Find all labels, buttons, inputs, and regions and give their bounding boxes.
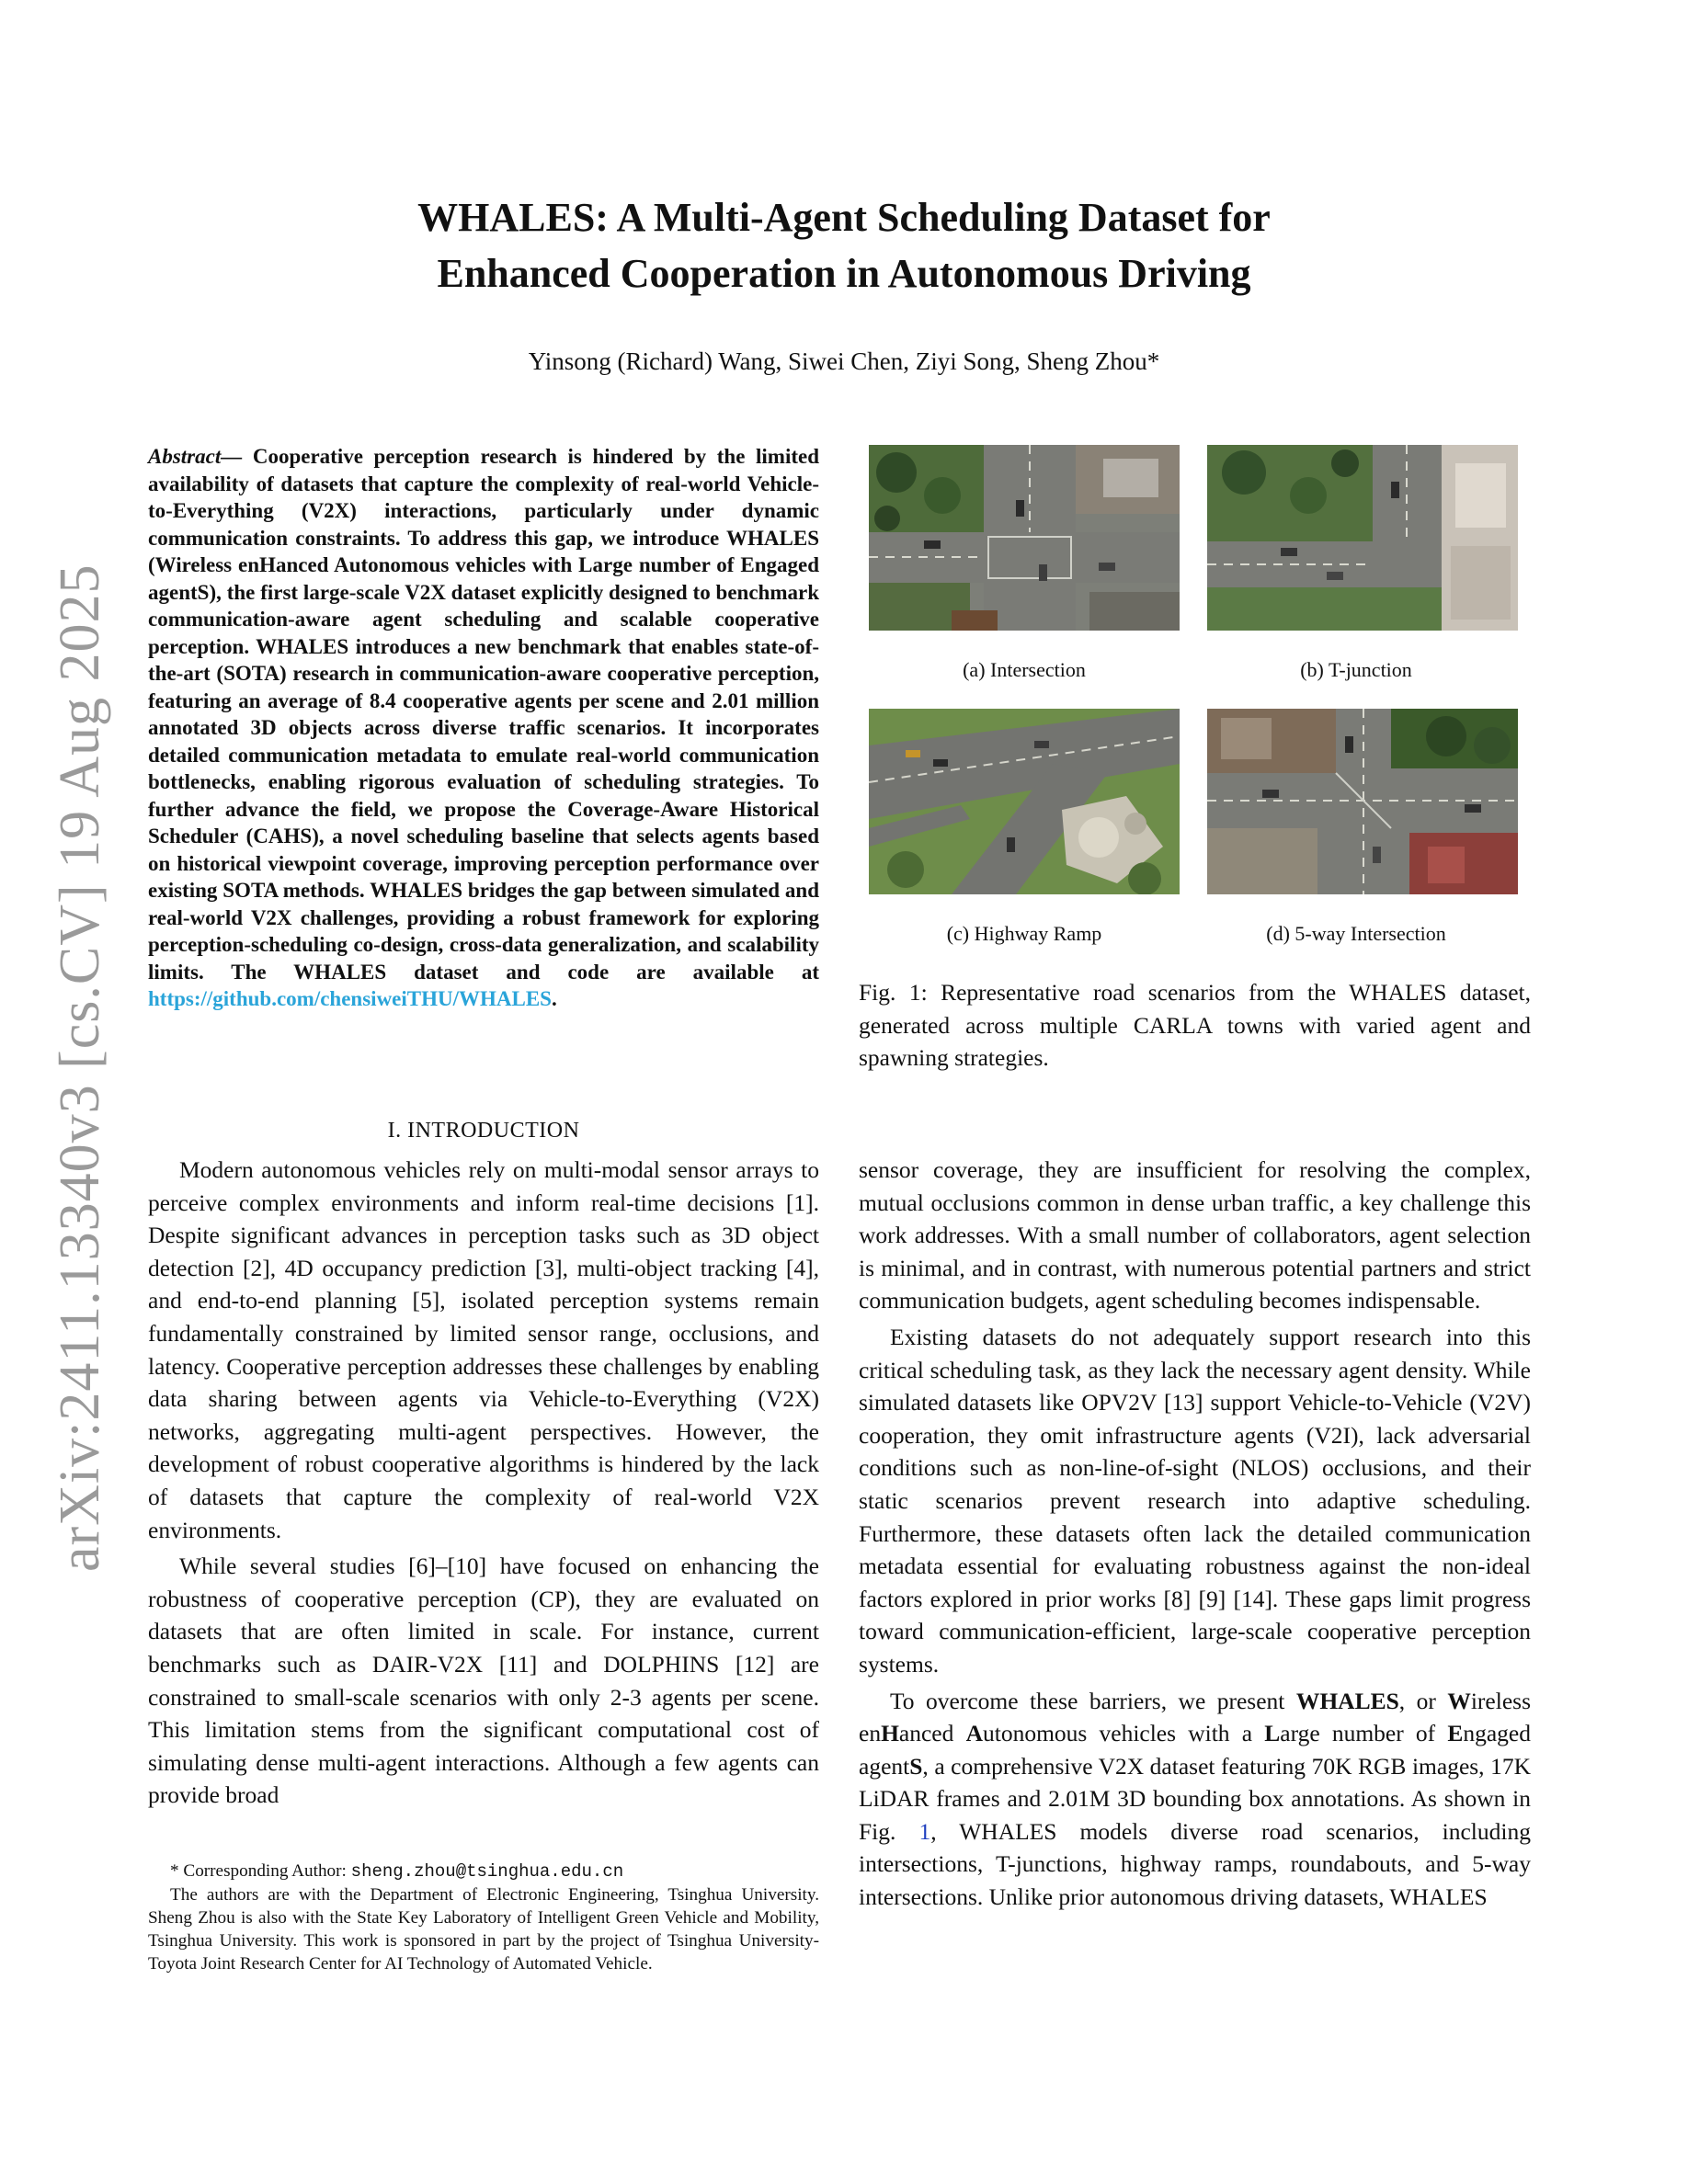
- p5-text: utonomous vehicles with a: [982, 1720, 1265, 1747]
- github-link[interactable]: https://github.com/chensiweiTHU/WHALES: [148, 987, 552, 1010]
- subcaption-b: (b) T-junction: [1300, 658, 1412, 681]
- corresponding-author: [148, 1860, 819, 1883]
- p5-bold: W: [1447, 1687, 1471, 1714]
- section-heading: I. INTRODUCTION: [387, 1119, 580, 1143]
- footnote: [148, 1860, 819, 1975]
- introduction-left-column: [148, 1154, 819, 1815]
- abstract-end: .: [551, 987, 557, 1010]
- intro-paragraph-2: While several studies [6]–[10] have focused on enhancing the robustness of cooperative perception (CP), they are evaluated on datasets that are often limited in scale. For instance, current benchmarks such as DAIR-V2X [11] and DOLPHINS [12] are constrained to small-scale scenarios with only 2-3 agents per scene. This limitation stems from the significant computational cost of simulating dense multi-agent interactions. Although a few agents can provide broad: [148, 1553, 819, 1809]
- introduction-right-column: [859, 1154, 1531, 1917]
- subcaption-d: (d) 5-way Intersection: [1266, 922, 1446, 945]
- author-list: Yinsong (Richard) Wang, Siwei Chen, Ziyi Song, Sheng Zhou*: [528, 347, 1160, 375]
- arxiv-identifier: arXiv:2411.13340v3 [cs.CV] 19 Aug 2025: [49, 563, 111, 1572]
- abstract: [148, 443, 819, 1013]
- intro-paragraph-4: Existing datasets do not adequately support research into this critical scheduling task, as they lack the necessary agent density. While simulated datasets like OPV2V [13] support Vehicle-to-Vehicle (V2V) cooperation, they omit infrastructure agents (V2I), lack adversarial conditions such as non-line-of-sight (NLOS) occlusions, and their static scenarios prevent research into adaptive scheduling. Furthermore, these datasets often lack the detailed communication metadata essential for evaluating robustness against the non-ideal factors explored in prior works [8] [9] [14]. These gaps limit progress toward communication-efficient, large-scale cooperative perception systems.: [859, 1323, 1531, 1678]
- p5-text: arge number of: [1280, 1720, 1448, 1747]
- intro-paragraph-5: [859, 1685, 1531, 1914]
- intro-paragraph-1: Modern autonomous vehicles rely on multi-modal sensor arrays to perceive complex environments and inform real-time decisions [1]. Despite significant advances in perception tasks such as 3D object detection [2], 4D occupancy prediction [3], multi-object tracking [4], and end-to-end planning [5], isolated perception systems remain fundamentally constrained by limited sensor range, occlusions, and latency. Cooperative perception addresses these challenges by enabling data sharing between agents via Vehicle-to-Everything (V2X) networks, aggregating multi-agent perspectives. However, the development of robust cooperative algorithms is hindered by the lack of datasets that capture the complexity of real-world V2X environments.: [148, 1156, 819, 1543]
- subcaption-a: (a) Intersection: [963, 658, 1086, 681]
- subfigure-highway-ramp-image: [869, 709, 1180, 894]
- subfigure-5-way-intersection-image: [1207, 709, 1518, 894]
- p5-text: , WHALES models diverse road scenarios, including intersections, T-junctions, highway ramps, roundabouts, and 5-way intersections. Unlike prior autonomous driving datasets, WHALES: [859, 1817, 1531, 1911]
- intro-paragraph-3: sensor coverage, they are insufficient for resolving the complex, mutual occlusions common in dense urban traffic, a key challenge this work addresses. With a small number of collaborators, agent selection is minimal, and in contrast, with numerous potential partners and strict communication budgets, agent scheduling becomes indispensable.: [859, 1156, 1531, 1314]
- corresponding-label: * Corresponding Author:: [170, 1861, 351, 1881]
- p5-bold: E: [1447, 1720, 1464, 1747]
- corresponding-email[interactable]: sheng.zhou@tsinghua.edu.cn: [350, 1861, 624, 1882]
- affiliation-note: The authors are with the Department of Electronic Engineering, Tsinghua University. Sheng Zhou is also with the State Key Laboratory of Intelligent Green Vehicle and Mobility, Tsinghua University. This work is sponsored in part by the project of Tsinghua University-Toyota Joint Research Center for AI Technology of Automated Vehicle.: [148, 1885, 819, 1974]
- p5-text: To overcome these barriers, we present: [890, 1687, 1296, 1714]
- p5-text: , a comprehensive V2X dataset featuring 70K RGB images, 17K LiDAR frames and 2.01M 3D bounding box annotations. As shown in Fig.: [859, 1752, 1531, 1845]
- p5-bold: WHALES: [1295, 1687, 1399, 1714]
- subfigure-intersection-image: [869, 445, 1180, 631]
- abstract-text: Cooperative perception research is hindered by the limited availability of datasets that capture the complexity of real-world Vehicle-to-Everything (V2X) interactions, particularly under dynamic communication constraints. To address this gap, we introduce WHALES (Wireless enHanced Autonomous vehicles with Large number of Engaged agentS), the first large-scale V2X dataset explicitly designed to benchmark communication-aware agent scheduling and scalable cooperative perception. WHALES introduces a new benchmark that enables state-of-the-art (SOTA) research in communication-aware cooperative perception, featuring an average of 8.4 cooperative agents per scene and 2.01 million annotated 3D objects across diverse traffic scenarios. It incorporates detailed communication metadata to emulate real-world communication bottlenecks, enabling rigorous evaluation of scheduling strategies. To further advance the field, we propose the Coverage-Aware Historical Scheduler (CAHS), a novel scheduling baseline that selects agents based on historical viewpoint coverage, improving perception performance over existing SOTA methods. WHALES bridges the gap between simulated and real-world V2X challenges, providing a robust framework for exploring perception-scheduling co-design, cross-data generalization, and scalability limits. The WHALES dataset and code are available at: [148, 445, 819, 984]
- figure-reference-link[interactable]: 1: [918, 1817, 931, 1845]
- figure-caption: Fig. 1: Representative road scenarios from the WHALES dataset, generated across multiple CARLA towns with varied agent and spawning strategies.: [859, 979, 1531, 1072]
- p5-text: anced: [898, 1720, 966, 1747]
- subfigure-t-junction-image: [1207, 445, 1518, 631]
- p5-bold: H: [881, 1720, 899, 1747]
- p5-text: ngaged agent: [859, 1720, 1531, 1780]
- title-line-1: WHALES: A Multi-Agent Scheduling Dataset for: [417, 195, 1271, 240]
- p5-text: , or: [1398, 1687, 1448, 1714]
- p5-bold: L: [1264, 1720, 1281, 1747]
- abstract-lead: Abstract—: [148, 445, 243, 468]
- p5-bold: A: [965, 1720, 983, 1747]
- title-line-2: Enhanced Cooperation in Autonomous Driving: [437, 251, 1251, 296]
- paper-title: [0, 189, 1688, 301]
- p5-bold: S: [909, 1752, 923, 1780]
- subcaption-c: (c) Highway Ramp: [946, 922, 1102, 945]
- p5-text: ireless en: [859, 1687, 1531, 1747]
